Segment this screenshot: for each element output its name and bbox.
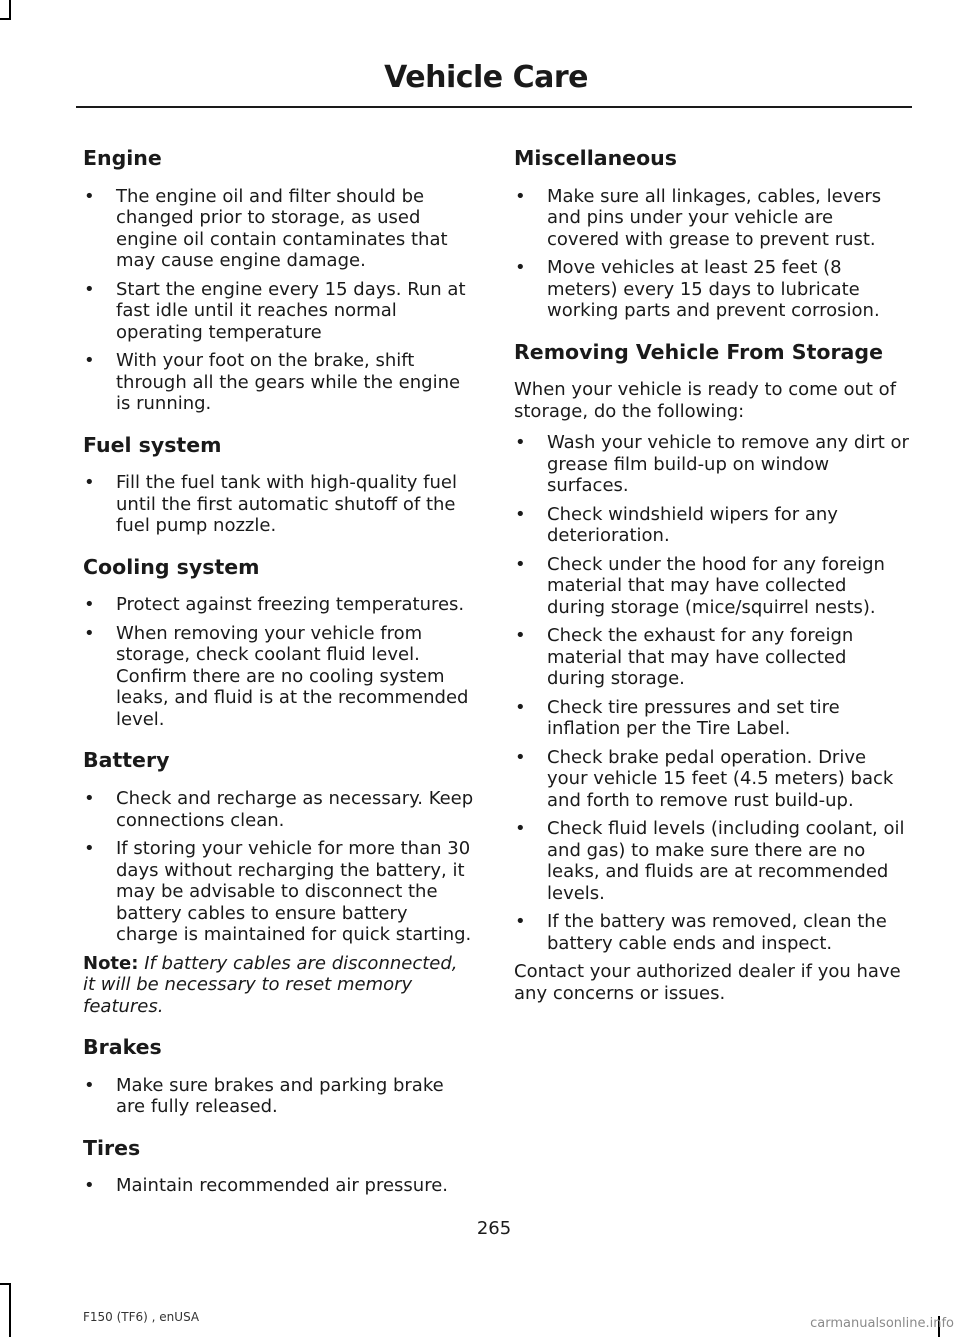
- removing-list: [514, 432, 910, 954]
- list-item: • Check the exhaust for any foreign material that may have collected during storage.: [515, 625, 854, 690]
- bullet: •: [84, 1074, 95, 1096]
- battery-section: [83, 748, 475, 1017]
- battery-note: [83, 953, 475, 1018]
- battery-heading: Battery: [83, 748, 170, 773]
- list-item: • Check tire pressures and set tire inflation per the Tire Label.: [515, 696, 840, 740]
- engine-heading: Engine: [83, 146, 162, 170]
- left-column: [83, 146, 475, 1215]
- bullet: •: [515, 625, 526, 647]
- list-item: • Check and recharge as necessary. Keep connections clean.: [84, 788, 474, 831]
- cooling-list: [83, 594, 475, 730]
- note-text: If battery cables are disconnected, it will be necessary to reset memory features.: [83, 952, 458, 1017]
- engine-section: [83, 146, 475, 415]
- brakes-list: [83, 1075, 475, 1118]
- bullet: •: [515, 503, 526, 525]
- bullet: •: [515, 696, 526, 718]
- bullet: •: [515, 746, 526, 768]
- crop-mark-bottom-left-h: [0, 1283, 11, 1285]
- watermark-link[interactable]: carmanualsonline.info: [810, 1316, 954, 1331]
- bullet: •: [84, 622, 95, 644]
- misc-list: [514, 186, 910, 322]
- list-item: • Start the engine every 15 days. Run at fast idle until it reaches normal operating temperature: [84, 278, 466, 343]
- removing-heading: Removing Vehicle From Storage: [514, 339, 883, 364]
- header-rule: [76, 106, 912, 108]
- bullet: •: [84, 350, 95, 372]
- cooling-heading: Cooling system: [83, 554, 260, 579]
- engine-list: [83, 186, 475, 415]
- misc-section: [514, 146, 910, 322]
- bullet: •: [515, 553, 526, 575]
- bullet: •: [84, 838, 95, 859]
- list-item: • When removing your vehicle from storage, check coolant fluid level. Confirm there are no cooling system leaks, and fluid is at the recommended level.: [84, 622, 469, 730]
- bullet: •: [515, 911, 526, 933]
- page-title: Vehicle Care: [384, 60, 588, 95]
- bullet: •: [84, 594, 95, 616]
- misc-heading: Miscellaneous: [514, 146, 677, 170]
- right-column: [514, 146, 910, 1022]
- bullet: •: [515, 185, 526, 207]
- brakes-heading: Brakes: [83, 1035, 162, 1059]
- list-item: • Check under the hood for any foreign material that may have collected during storage (mice/squirrel nests).: [515, 553, 885, 618]
- page-number: 265: [476, 1218, 512, 1239]
- list-item: • Check brake pedal operation. Drive your vehicle 15 feet (4.5 meters) back and forth to remove rust build-up.: [515, 746, 894, 811]
- crop-mark-top-left-v: [9, 0, 11, 20]
- list-item: • If the battery was removed, clean the battery cable ends and inspect.: [515, 911, 887, 954]
- list-item: • Maintain recommended air pressure.: [84, 1175, 448, 1197]
- crop-mark-bottom-left-v: [9, 1283, 11, 1337]
- list-item: • The engine oil and filter should be changed prior to storage, as used engine oil contain contaminates that may cause engine damage.: [84, 185, 448, 272]
- list-item: • If storing your vehicle for more than 30 days without recharging the battery, it may be advisable to disconnect the battery cables to ensure battery charge is maintained for quick starting.: [84, 838, 472, 945]
- document-id: F150 (TF6) , enUSA: [83, 1310, 200, 1324]
- bullet: •: [515, 818, 526, 840]
- bullet: •: [84, 788, 95, 809]
- list-item: • Check windshield wipers for any deterioration.: [515, 503, 838, 547]
- brakes-section: [83, 1035, 475, 1118]
- fuel-list: [83, 472, 475, 537]
- list-item: • Make sure brakes and parking brake are fully released.: [84, 1074, 444, 1118]
- list-item: • Fill the fuel tank with high-quality fuel until the first automatic shutoff of the fuel pump nozzle.: [84, 472, 457, 537]
- crop-mark-top-left-h: [0, 18, 11, 20]
- tires-section: [83, 1136, 475, 1197]
- bullet: •: [84, 278, 95, 300]
- bullet: •: [515, 432, 526, 454]
- battery-list: [83, 788, 475, 946]
- list-item: • Wash your vehicle to remove any dirt or grease film build-up on window surfaces.: [515, 432, 909, 497]
- list-item: • Move vehicles at least 25 feet (8 meters) every 15 days to lubricate working parts and prevent corrosion.: [515, 257, 880, 322]
- cooling-section: [83, 555, 475, 731]
- removing-intro: When your vehicle is ready to come out of storage, do the following:: [514, 379, 897, 422]
- list-item: • Make sure all linkages, cables, levers and pins under your vehicle are covered with grease to prevent rust.: [515, 185, 882, 250]
- list-item: • With your foot on the brake, shift through all the gears while the engine is running.: [84, 350, 461, 415]
- removing-closing: Contact your authorized dealer if you have any concerns or issues.: [514, 961, 901, 1004]
- bullet: •: [84, 185, 95, 207]
- bullet: •: [515, 257, 526, 279]
- note-label: Note:: [83, 952, 139, 974]
- tires-list: [83, 1175, 475, 1197]
- fuel-heading: Fuel system: [83, 432, 222, 457]
- list-item: • Check fluid levels (including coolant, oil and gas) to make sure there are no leaks, and fluids are at recommended levels.: [515, 818, 905, 904]
- bullet: •: [84, 1175, 95, 1197]
- bullet: •: [84, 472, 95, 494]
- tires-heading: Tires: [83, 1135, 141, 1160]
- list-item: • Protect against freezing temperatures.: [84, 594, 465, 616]
- fuel-section: [83, 433, 475, 537]
- removing-section: [514, 340, 910, 1005]
